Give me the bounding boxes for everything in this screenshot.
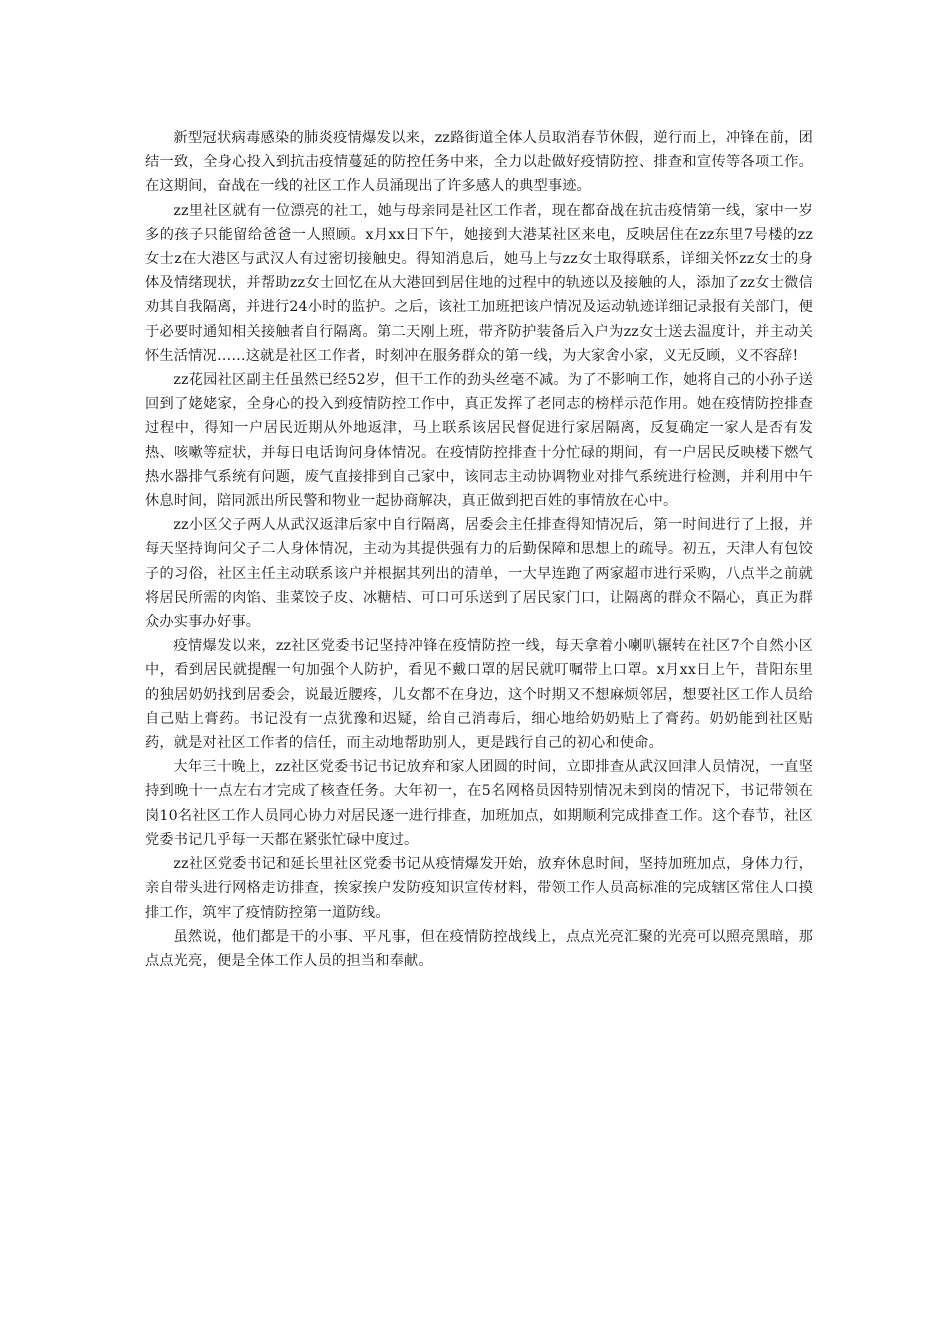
paragraph-party-secretary: 疫情爆发以来，zz社区党委书记坚持冲锋在疫情防控一线，每天拿着小喇叭辗转在社区7个自然小区中，看到居民就提醒一句加强个人防护，看见不戴口罩的居民就叮嘱带上口罩。x月xx日上午，昔阳东里的独居奶奶找到居委会，说最近腰疼，儿女都不在身边，这个时期又不想麻烦邻居，想要社区工作人员给自己贴上膏药。书记没有一点犹豫和迟疑，给自己消毒后，细心地给奶奶贴上了膏药。奶奶能到社区贴药，就是对社区工作者的信任，而主动地帮助别人，更是践行自己的初心和使命。 xyxy=(145,638,813,752)
paragraph-social-worker: zz里社区就有一位漂亮的社工，她与母亲同是社区工作者，现在都奋战在抗击疫情第一线，家中一岁多的孩子只能留给爸爸一人照顾。x月xx日下午，她接到大港某社区来电，反映居住在zz东里7号楼的zz女士z在大港区与武汉人有过密切接触史。得知消息后，她马上与zz女士取得联系，详细关怀zz女士的身体及情绪现状，并帮助zz女士回忆在从大港回到居住地的过程中的轨迹以及接触的人，添加了zz女士微信劝其自我隔离，并进行24小时的监护。之后，该社工加班把该户情况及运动轨迹详细记录报有关部门，便于必要时通知相关接触者自行隔离。第二天刚上班，带齐防护装备后入户为zz女士送去温度计，并主动关怀生活情况……这就是社区工作者，时刻冲在服务群众的第一线，为大家舍小家，义无反顾，义不容辞! xyxy=(145,202,813,364)
document-body xyxy=(145,126,813,973)
paragraph-two-secretaries: zz社区党委书记和延长里社区党委书记从疫情爆发开始，放弃休息时间，坚持加班加点，身体力行，亲自带头进行网格走访排查，挨家挨户发防疫知识宣传材料，带领工作人员高标准的完成辖区常住人口摸排工作，筑牢了疫情防控第一道防线。 xyxy=(145,856,813,921)
paragraph-conclusion: 虽然说，他们都是干的小事、平凡事，但在疫情防控战线上，点点光亮汇聚的光亮可以照亮黑暗，那点点光亮，便是全体工作人员的担当和奉献。 xyxy=(145,928,813,969)
paragraph-intro: 新型冠状病毒感染的肺炎疫情爆发以来，zz路街道全体人员取消春节休假，逆行而上，冲锋在前，团结一致，全身心投入到抗击疫情蔓延的防控任务中来，全力以赴做好疫情防控、排查和宣传等各项工作。在这期间，奋战在一线的社区工作人员涌现出了许多感人的典型事迹。 xyxy=(145,130,813,195)
paragraph-father-son: zz小区父子两人从武汉返津后家中自行隔离，居委会主任排查得知情况后，第一时间进行了上报，并每天坚持询问父子二人身体情况，主动为其提供强有力的后勤保障和思想上的疏导。初五，天津人有包饺子的习俗，社区主任主动联系该户并根据其列出的清单，一大早连跑了两家超市进行采购，八点半之前就将居民所需的肉馅、韭菜饺子皮、冰糖桔、可口可乐送到了居民家门口，让隔离的群众不隔心，真正为群众办实事办好事。 xyxy=(145,517,813,631)
paragraph-new-year-eve: 大年三十晚上，zz社区党委书记书记放弃和家人团圆的时间，立即排查从武汉回津人员情况，一直坚持到晚十一点左右才完成了核查任务。大年初一，在5名网格员因特别情况未到岗的情况下，书记带领在岗10名社区工作人员同心协力对居民逐一进行排查，加班加点，如期顺利完成排查工作。这个春节，社区党委书记几乎每一天都在紧张忙碌中度过。 xyxy=(145,759,813,848)
paragraph-deputy-director: zz花园社区副主任虽然已经52岁，但干工作的劲头丝毫不减。为了不影响工作，她将自己的小孙子送回到了姥姥家，全身心的投入到疫情防控工作中，真正发挥了老同志的榜样示范作用。她在疫情防控排查过程中，得知一户居民近期从外地返津，马上联系该居民督促进行家居隔离，反复确定一家人是否有发热、咳嗽等症状，并每日电话询问身体情况。在疫情防控排查十分忙碌的期间，有一户居民反映楼下燃气热水器排气系统有问题，废气直接排到自己家中，该同志主动协调物业对排气系统进行检测，并利用中午休息时间，陪同派出所民警和物业一起协商解决，真正做到把百姓的事情放在心中。 xyxy=(145,372,813,510)
